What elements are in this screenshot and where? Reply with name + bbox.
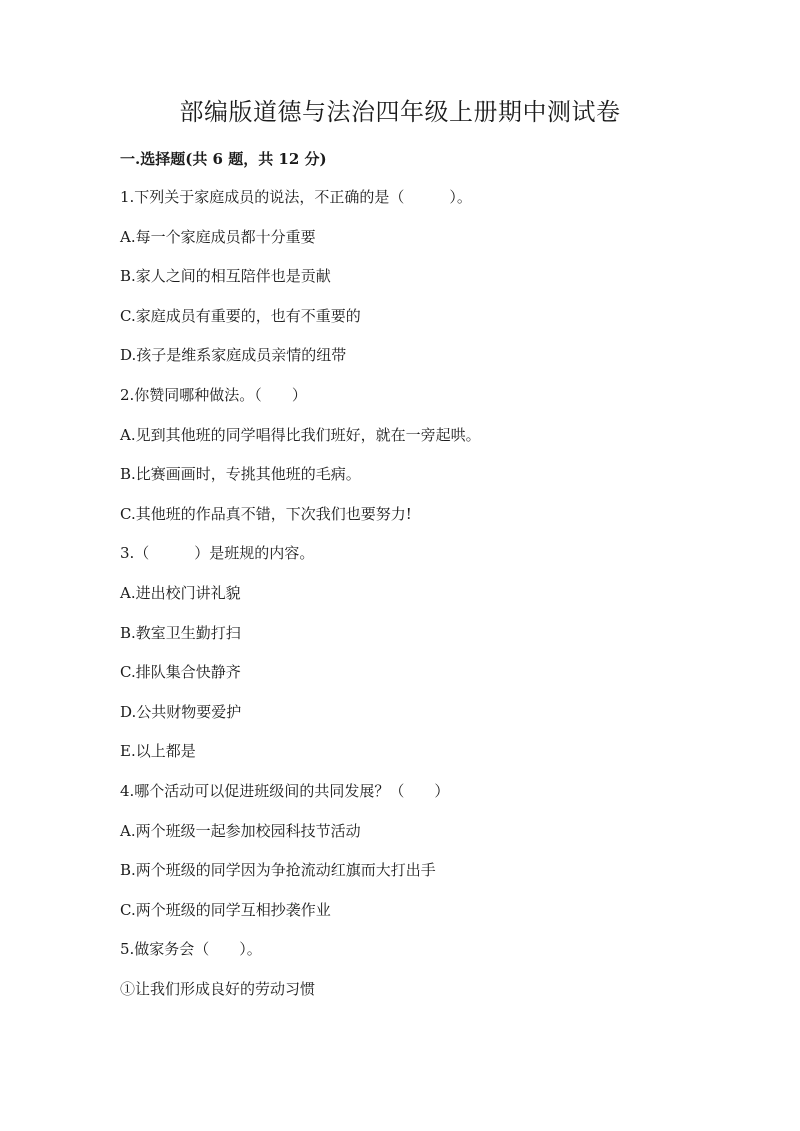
question-3-option-d: D.公共财物要爱护 <box>120 702 242 721</box>
question-1-option-a: A.每一个家庭成员都十分重要 <box>120 227 316 246</box>
question-1-option-b: B.家人之间的相互陪伴也是贡献 <box>120 267 331 286</box>
question-3-option-a: A.进出校门讲礼貌 <box>120 583 241 602</box>
question-1-stem: 1.下列关于家庭成员的说法，不正确的是（ ）。 <box>120 188 472 206</box>
question-2-option-b: B.比赛画画时，专挑其他班的毛病。 <box>120 465 361 484</box>
section-heading: 一.选择题(共 6 题，共 12 分) <box>120 150 327 168</box>
question-list <box>120 186 740 1017</box>
question-4-option-a: A.两个班级一起参加校园科技节活动 <box>120 821 361 840</box>
question-4-option-c: C.两个班级的同学互相抄袭作业 <box>120 900 331 919</box>
question-4-stem: 4.哪个活动可以促进班级间的共同发展？（ ） <box>120 781 450 800</box>
question-5-statement-1: ①让我们形成良好的劳动习惯 <box>120 979 316 998</box>
question-2-option-a: A.见到其他班的同学唱得比我们班好，就在一旁起哄。 <box>120 425 481 444</box>
question-2-stem: 2.你赞同哪种做法。（ ） <box>120 385 307 404</box>
question-3-option-c: C.排队集合快静齐 <box>120 663 241 682</box>
question-3-option-e: E.以上都是 <box>120 742 196 761</box>
question-3-stem: 3.（ ）是班规的内容。 <box>120 544 315 563</box>
question-2-option-c: C.其他班的作品真不错，下次我们也要努力! <box>120 504 412 523</box>
question-4-option-b: B.两个班级的同学因为争抢流动红旗而大打出手 <box>120 861 436 880</box>
page-title: 部编版道德与法治四年级上册期中测试卷 <box>179 98 621 126</box>
question-1-option-d: D.孩子是维系家庭成员亲情的纽带 <box>120 346 347 365</box>
question-3-option-b: B.教室卫生勤打扫 <box>120 623 241 642</box>
question-1-option-c: C.家庭成员有重要的，也有不重要的 <box>120 306 361 325</box>
question-5-stem: 5.做家务会（ ）。 <box>120 940 262 959</box>
